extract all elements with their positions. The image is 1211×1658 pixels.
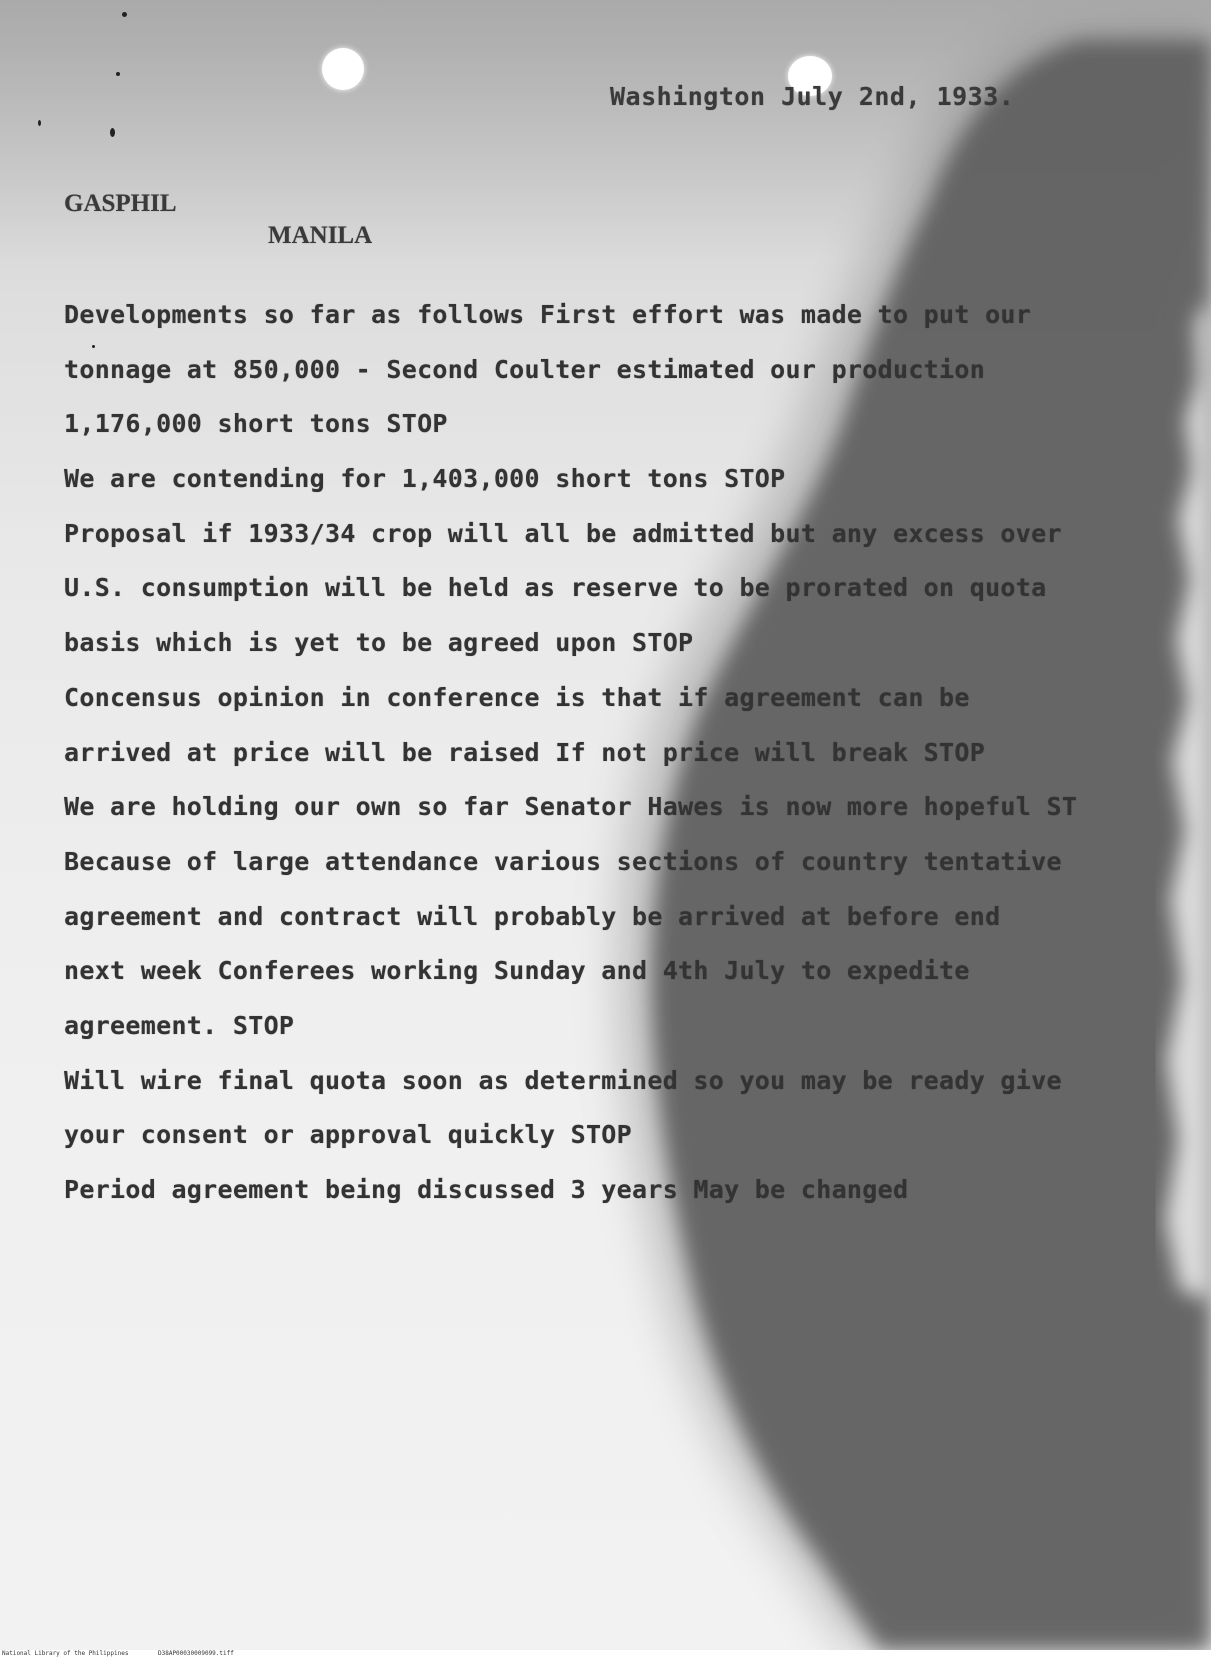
body-line: agreement. STOP bbox=[64, 1010, 295, 1040]
body-line: Proposal if 1933/34 crop will all be admitted but any excess over bbox=[64, 518, 1062, 548]
body-line: Because of large attendance various sections of country tentative bbox=[64, 846, 1062, 876]
body-line: We are holding our own so far Senator Hawes is now more hopeful ST bbox=[64, 792, 1078, 822]
addressee-city: MANILA bbox=[268, 222, 373, 249]
addressee-name: GASPHIL bbox=[64, 190, 177, 217]
body-line: arrived at price will be raised If not price will break STOP bbox=[64, 737, 986, 767]
body-line: Will wire final quota soon as determined so you may be ready give bbox=[64, 1065, 1062, 1095]
body-line: Period agreement being discussed 3 years May be changed bbox=[64, 1175, 909, 1204]
body-line: tonnage at 850,000 - Second Coulter estimated our production bbox=[64, 354, 986, 384]
body-line: your consent or approval quickly STOP bbox=[64, 1120, 632, 1150]
ink-speck bbox=[116, 72, 120, 76]
ink-speck bbox=[38, 120, 41, 126]
punch-hole-left bbox=[322, 48, 364, 90]
telegram-body bbox=[64, 300, 1204, 1230]
body-line: agreement and contract will probably be arrived at before end bbox=[64, 901, 1001, 931]
body-line: Concensus opinion in conference is that if agreement can be bbox=[64, 682, 970, 712]
body-line: Developments so far as follows First effort was made to put our bbox=[64, 300, 1032, 329]
ink-speck bbox=[122, 12, 127, 17]
scan-footer bbox=[0, 1650, 1211, 1658]
body-line: basis which is yet to be agreed upon STOP bbox=[64, 628, 694, 658]
body-line: We are contending for 1,403,000 short tons STOP bbox=[64, 464, 786, 494]
body-line: next week Conferees working Sunday and 4th July to expedite bbox=[64, 956, 970, 986]
dateline: Washington July 2nd, 1933. bbox=[610, 82, 1015, 111]
footer-library: National Library of the Philippines bbox=[2, 1650, 129, 1657]
body-line: 1,176,000 short tons STOP bbox=[64, 409, 448, 439]
footer-file: D38AP00030009099.tiff bbox=[158, 1650, 234, 1657]
ink-speck bbox=[110, 128, 115, 137]
body-line: U.S. consumption will be held as reserve to be prorated on quota bbox=[64, 573, 1047, 603]
